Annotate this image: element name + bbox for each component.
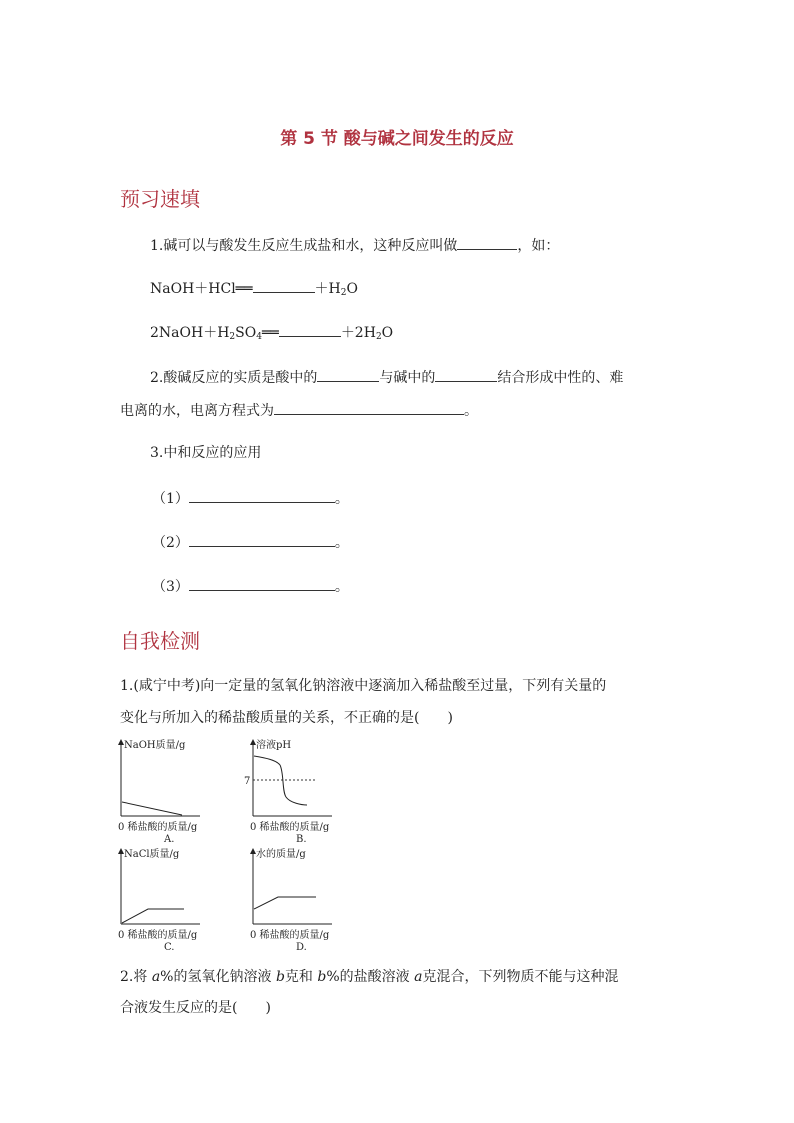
section-heading-selfcheck: 自我检测 bbox=[120, 629, 200, 653]
item-number: （1） bbox=[152, 491, 189, 507]
eq2-part: SO bbox=[235, 325, 257, 341]
page-title: 第 5 节 酸与碱之间发生的反应 bbox=[280, 129, 514, 149]
preview-question-2-line2 bbox=[120, 400, 478, 421]
q2-variable: b bbox=[275, 969, 285, 985]
graph-d bbox=[242, 844, 372, 956]
y-axis-label: 水的质量/g bbox=[256, 849, 306, 860]
x-axis-label: 0 稀盐酸的质量/g bbox=[250, 930, 330, 941]
q2-text: 克混合，下列物质不能与这种混 bbox=[422, 969, 619, 985]
selfcheck-question-1: 1.(咸宁中考)向一定量的氢氧化钠溶液中逐滴加入稀盐酸至过量，下列有关量的 bbox=[120, 678, 607, 694]
eq1-subscript: 2 bbox=[340, 288, 347, 298]
q2-text: 克和 bbox=[284, 969, 313, 985]
option-label: C. bbox=[164, 942, 175, 953]
section-heading-preview: 预习速填 bbox=[120, 187, 200, 211]
q2-text: 2.将 bbox=[120, 969, 148, 985]
selfcheck-question-2 bbox=[120, 967, 618, 987]
q2-end: 。 bbox=[464, 403, 478, 419]
graph-c bbox=[112, 844, 242, 956]
y-axis-label: NaCl质量/g bbox=[124, 849, 180, 860]
preview-question-2 bbox=[150, 367, 623, 388]
eq2-part: ══ bbox=[261, 325, 279, 341]
answer-blank[interactable] bbox=[189, 488, 335, 503]
preview-q1-tail: ，如： bbox=[517, 238, 560, 254]
q2-text: %的氢氧化钠溶液 bbox=[160, 969, 272, 985]
answer-blank[interactable] bbox=[317, 367, 379, 382]
item-number: （2） bbox=[152, 535, 189, 551]
option-label: A. bbox=[164, 834, 175, 845]
answer-blank[interactable] bbox=[189, 576, 335, 591]
x-axis-label: 0 稀盐酸的质量/g bbox=[118, 930, 198, 941]
curve-nacl bbox=[122, 909, 184, 923]
equation-1 bbox=[150, 278, 358, 303]
item-number: （3） bbox=[152, 579, 189, 595]
eq2-part: ＋2H bbox=[340, 325, 376, 341]
selfcheck-question-1-line2: 变化与所加入的稀盐酸质量的关系，不正确的是( ) bbox=[120, 710, 453, 726]
eq2-part: O bbox=[381, 325, 394, 341]
answer-blank[interactable] bbox=[457, 235, 517, 250]
graph-a bbox=[112, 735, 242, 847]
eq2-subscript: 2 bbox=[229, 332, 236, 342]
y-axis-label: NaOH质量/g bbox=[124, 740, 186, 751]
q2-text: 与碱中的 bbox=[379, 370, 436, 386]
eq2-subscript: 4 bbox=[256, 332, 262, 342]
item-end: 。 bbox=[334, 535, 349, 551]
q2-text: 2.酸碱反应的实质是酸中的 bbox=[150, 370, 318, 386]
answer-blank[interactable] bbox=[189, 532, 335, 547]
item-end: 。 bbox=[334, 491, 349, 507]
eq1-end: O bbox=[346, 281, 358, 297]
q2-variable: a bbox=[414, 969, 423, 985]
eq2-part: 2NaOH＋H bbox=[150, 325, 230, 341]
curve-naoh bbox=[122, 802, 182, 815]
preview-q1-text: 1.碱可以与酸发生反应生成盐和水，这种反应叫做 bbox=[150, 238, 458, 254]
equation-2 bbox=[150, 322, 393, 347]
graph-b bbox=[242, 735, 372, 847]
q2-text: 结合形成中性的、难 bbox=[497, 370, 624, 386]
x-axis-label: 0 稀盐酸的质量/g bbox=[250, 822, 330, 833]
option-label: D. bbox=[296, 942, 307, 953]
application-item-1 bbox=[152, 488, 349, 509]
answer-blank[interactable] bbox=[279, 322, 341, 337]
preview-question-1 bbox=[150, 235, 559, 256]
eq1-left: NaOH＋HCl══ bbox=[150, 281, 253, 297]
answer-blank[interactable] bbox=[253, 278, 315, 293]
q2-text: 电离的水，电离方程式为 bbox=[120, 403, 274, 419]
q2-text: %的盐酸溶液 bbox=[326, 969, 410, 985]
preview-question-3: 3.中和反应的应用 bbox=[150, 445, 262, 461]
selfcheck-question-2-line2: 合液发生反应的是( ) bbox=[120, 1000, 271, 1016]
application-item-3 bbox=[152, 576, 349, 597]
q2-variable: a bbox=[151, 969, 161, 985]
answer-blank[interactable] bbox=[274, 400, 464, 415]
y-axis-label: 溶液pH bbox=[256, 740, 292, 751]
y-tick-7: 7 bbox=[244, 776, 251, 787]
option-label: B. bbox=[296, 834, 307, 845]
curve-water bbox=[254, 897, 316, 909]
eq2-subscript: 2 bbox=[375, 332, 382, 342]
eq1-right: ＋H bbox=[314, 281, 341, 297]
x-axis-label: 0 稀盐酸的质量/g bbox=[118, 822, 198, 833]
application-item-2 bbox=[152, 532, 349, 553]
answer-blank[interactable] bbox=[435, 367, 497, 382]
item-end: 。 bbox=[334, 579, 349, 595]
q2-variable: b bbox=[317, 969, 327, 985]
